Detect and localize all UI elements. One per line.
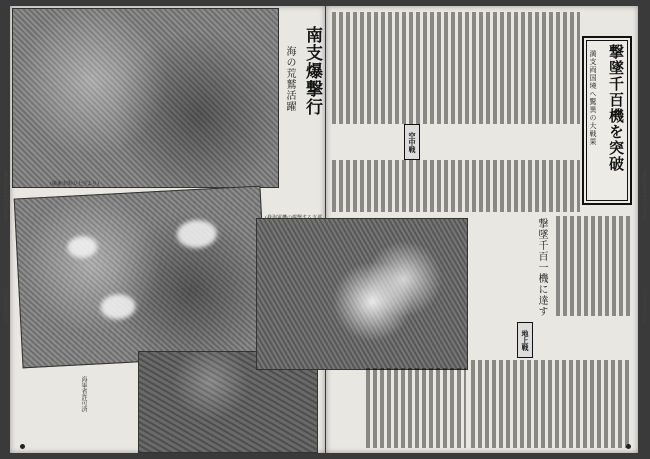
aerial-photo-bombing bbox=[14, 186, 270, 369]
right-margin-tag: (支那事変画報) bbox=[641, 290, 647, 324]
article-body-bottom bbox=[471, 360, 631, 448]
photo-credit: 海軍省許可済 bbox=[80, 376, 87, 412]
article-title: 南支爆撃行 bbox=[302, 26, 322, 116]
article-body-bottom-left bbox=[366, 368, 466, 448]
aerial-photo-city-river bbox=[12, 8, 279, 188]
article-body-middle bbox=[332, 160, 580, 212]
binding-hole bbox=[626, 444, 631, 449]
cloud bbox=[100, 293, 136, 320]
middle-heading: 撃墜千百一機に達す bbox=[536, 218, 547, 317]
article-subtitle: 海の荒鷲活躍 bbox=[284, 46, 295, 112]
article-body-right-column bbox=[556, 216, 631, 316]
cloud bbox=[176, 219, 217, 249]
article-body-top bbox=[332, 12, 580, 124]
top-photo-caption: (廣東市街の上空より) bbox=[50, 181, 99, 187]
headline: 撃墜千百機を突破 bbox=[607, 44, 625, 172]
headline-subtitle: 満支両国境へ驚異の大戦果 bbox=[589, 50, 597, 146]
cloud bbox=[67, 235, 98, 259]
left-margin-url: http://www.hi7.com/ bbox=[2, 170, 8, 221]
aerial-photo-smoke bbox=[256, 218, 468, 370]
section-ground-heading: 地上戦 bbox=[517, 322, 533, 358]
left-margin-tag: (支那事変画報) bbox=[2, 290, 8, 324]
section-air-heading: 空中戦 bbox=[404, 124, 420, 160]
right-page bbox=[326, 6, 638, 453]
binding-hole bbox=[20, 444, 25, 449]
right-margin-url: http://www.hi7.com/ bbox=[641, 170, 647, 221]
